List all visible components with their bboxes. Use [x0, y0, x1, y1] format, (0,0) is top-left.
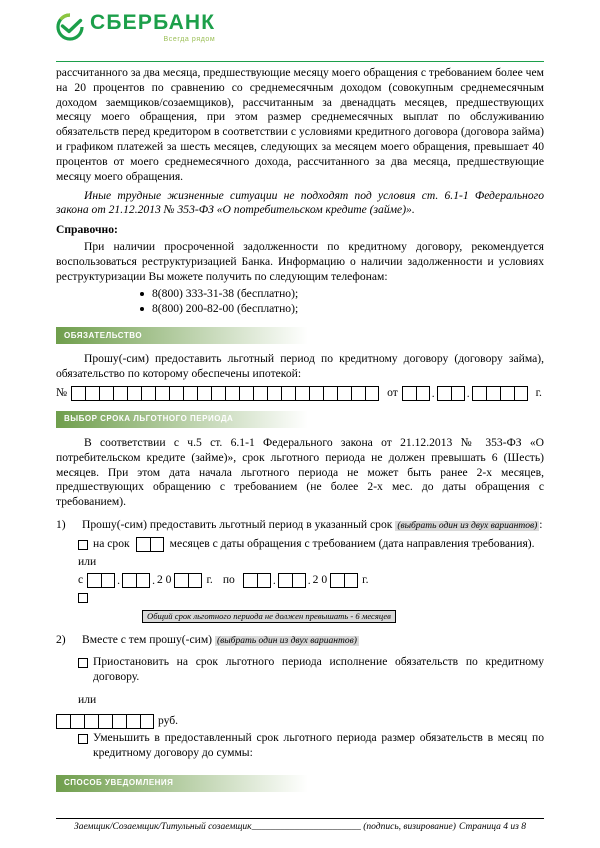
date-from-day-input[interactable] [87, 573, 115, 588]
contract-date-label: от [387, 385, 398, 399]
checkbox-term-months[interactable] [78, 540, 88, 550]
date-from-sep-1: . [117, 573, 121, 587]
document-content [0, 66, 600, 792]
section-header-notification [56, 775, 308, 792]
date-separator-2: . [466, 386, 470, 400]
item-number-1: 1) [56, 518, 66, 532]
term-months-input[interactable] [136, 537, 164, 552]
contract-date-day-input[interactable] [402, 386, 430, 401]
item2-text: Вместе с тем прошу(-сим) [82, 632, 213, 646]
item1-or-label: или [78, 554, 97, 568]
date-to-label: по [222, 572, 235, 586]
date-to-year-input[interactable] [330, 573, 358, 588]
section-header-period [56, 411, 308, 428]
item2-hint: (выбрать один из двух вариантов) [216, 635, 357, 646]
checkbox-suspend-obligations[interactable] [78, 658, 88, 668]
checkbox-date-range[interactable] [78, 593, 88, 603]
date-to-sep-2: . [307, 573, 311, 587]
date-range-checkbox-row[interactable] [78, 590, 544, 608]
item2-option1-row[interactable] [78, 655, 544, 685]
item1-date-range-row [78, 573, 544, 588]
date-from-month-input[interactable] [122, 573, 150, 588]
date-to-sep-1: . [272, 573, 276, 587]
phone-list [56, 287, 544, 318]
list-item: 8(800) 200-82-00 (бесплатно); [152, 302, 544, 317]
item1-option1-post: месяцев с даты обращения с требованием (дата направления требования). [169, 536, 535, 550]
contract-date-suffix: г. [535, 385, 542, 399]
item1-colon: : [539, 518, 543, 532]
item1-hint: (выбрать один из двух вариантов) [397, 521, 538, 532]
item1-text: Прошу(-сим) предоставить льготный период в указанный срок [82, 518, 393, 532]
date-to-day-input[interactable] [243, 573, 271, 588]
paragraph-continued: рассчитанного за два месяца, предшествующие месяцу моего обращения с требованием более чем на 20 процентов по сравнению со среднемесячным доходом (совокупным среднемесячным доходом заемщиков/созаемщиков), рассчитанным за двенадцать месяцев, предшествующих месяцу моего обращения, при этом размер среднемесячных выплат по обслуживанию обязательств перед кредитором в соответствии с условиями кредитного договора (договора займа) и графиком платежей за шесть месяцев, следующих за месяцем моего обращения, превышает 40 процентов от моего среднемесячного дохода, рассчитанного за два месяца, предшествующие месяцу моего обращения. [56, 66, 544, 183]
contract-date-year-input[interactable] [472, 386, 528, 401]
amount-currency-label: руб. [158, 713, 179, 727]
footer-divider [56, 818, 544, 819]
date-to-suffix: г. [362, 572, 369, 586]
item2-option2-row[interactable] [78, 731, 544, 761]
document-header [0, 0, 600, 66]
footer-page-number: Страница 4 из 8 [459, 822, 526, 832]
obligation-text: Прошу(-сим) предоставить льготный период по кредитному договору (договору займа), обязательство по которому обеспечены ипотекой: [56, 352, 544, 381]
paragraph-note-italic: Иные трудные жизненные ситуации не подходят под условия ст. 6.1-1 Федерального закона от 21.12.2013 № 353-ФЗ «О потребительском кредите (займе)». [56, 188, 544, 217]
date-to-month-input[interactable] [278, 573, 306, 588]
list-item [56, 633, 544, 648]
date-from-year-prefix: 2 0 [156, 572, 172, 586]
logo-wordmark: СБЕРБАНК [90, 11, 216, 34]
sberbank-checkmark-icon [56, 13, 84, 41]
date-to-year-prefix: 2 0 [312, 572, 328, 586]
item2-option1-text: Приостановить на срок льготного периода исполнение обязательств по кредитному договору. [93, 655, 544, 684]
amount-input[interactable] [56, 714, 154, 729]
section-header-obligation [56, 327, 308, 344]
period-intro-text: В соответствии с ч.5 ст. 6.1-1 Федерального закона от 21.12.2013 № 353-ФЗ «О потребительском кредите (займе)», срок льготного периода не должен превышать 6 (Шесть) месяцев. При этом дата начала льготного периода не может быть ранее 2-х месяцев, предшествующих обращению с требованием (не более 2-х мес. до даты обращения с требованием). [56, 435, 544, 509]
item-number-2: 2) [56, 632, 66, 646]
date-from-suffix: г. [206, 572, 213, 586]
contract-date-month-input[interactable] [437, 386, 465, 401]
checkbox-reduce-obligations[interactable] [78, 734, 88, 744]
amount-row [56, 714, 544, 729]
section-header-obligation-label: ОБЯЗАТЕЛЬСТВО [64, 330, 143, 340]
page-footer [56, 818, 544, 832]
period-options-list [56, 518, 544, 760]
date-from-sep-2: . [152, 573, 155, 587]
item1-option1-row[interactable] [78, 537, 544, 552]
contract-number-input[interactable] [71, 386, 379, 401]
list-item: 8(800) 333-31-38 (бесплатно); [152, 287, 544, 302]
section-header-notification-label: СПОСОБ УВЕДОМЛЕНИЯ [64, 777, 174, 787]
item1-option1-pre: на срок [93, 536, 130, 550]
date-from-label: с [78, 572, 84, 586]
contract-number-row [56, 386, 544, 401]
item2-option2-text: Уменьшить в предоставленный срок льготного периода размер обязательств в месяц по кредитному договору до суммы: [93, 730, 544, 759]
header-divider [56, 61, 544, 62]
sberbank-logo [56, 12, 215, 43]
logo-tagline: Всегда рядом [163, 36, 216, 43]
section-header-period-label: ВЫБОР СРОКА ЛЬГОТНОГО ПЕРИОДА [64, 414, 234, 424]
item2-or-label: или [78, 693, 97, 707]
date-separator-1: . [431, 386, 435, 400]
spravochno-heading: Справочно: [56, 223, 118, 237]
list-item [56, 518, 544, 533]
footer-signature-line: Заемщик/Созаемщик/Титульный созаемщик_______________________ (подпись, визирование) [74, 822, 456, 832]
paragraph-restructuring: При наличии просроченной задолженности по кредитному договору, рекомендуется воспользоваться реструктуризацией Банка. Информацию о наличии задолженности и условиях реструктуризации Вы можете получить по следующим телефонам: [56, 240, 544, 283]
period-limit-note: Общий срок льготного периода не должен превышать - 6 месяцев [142, 610, 396, 623]
contract-number-label: № [56, 385, 68, 399]
date-from-year-input[interactable] [174, 573, 202, 588]
